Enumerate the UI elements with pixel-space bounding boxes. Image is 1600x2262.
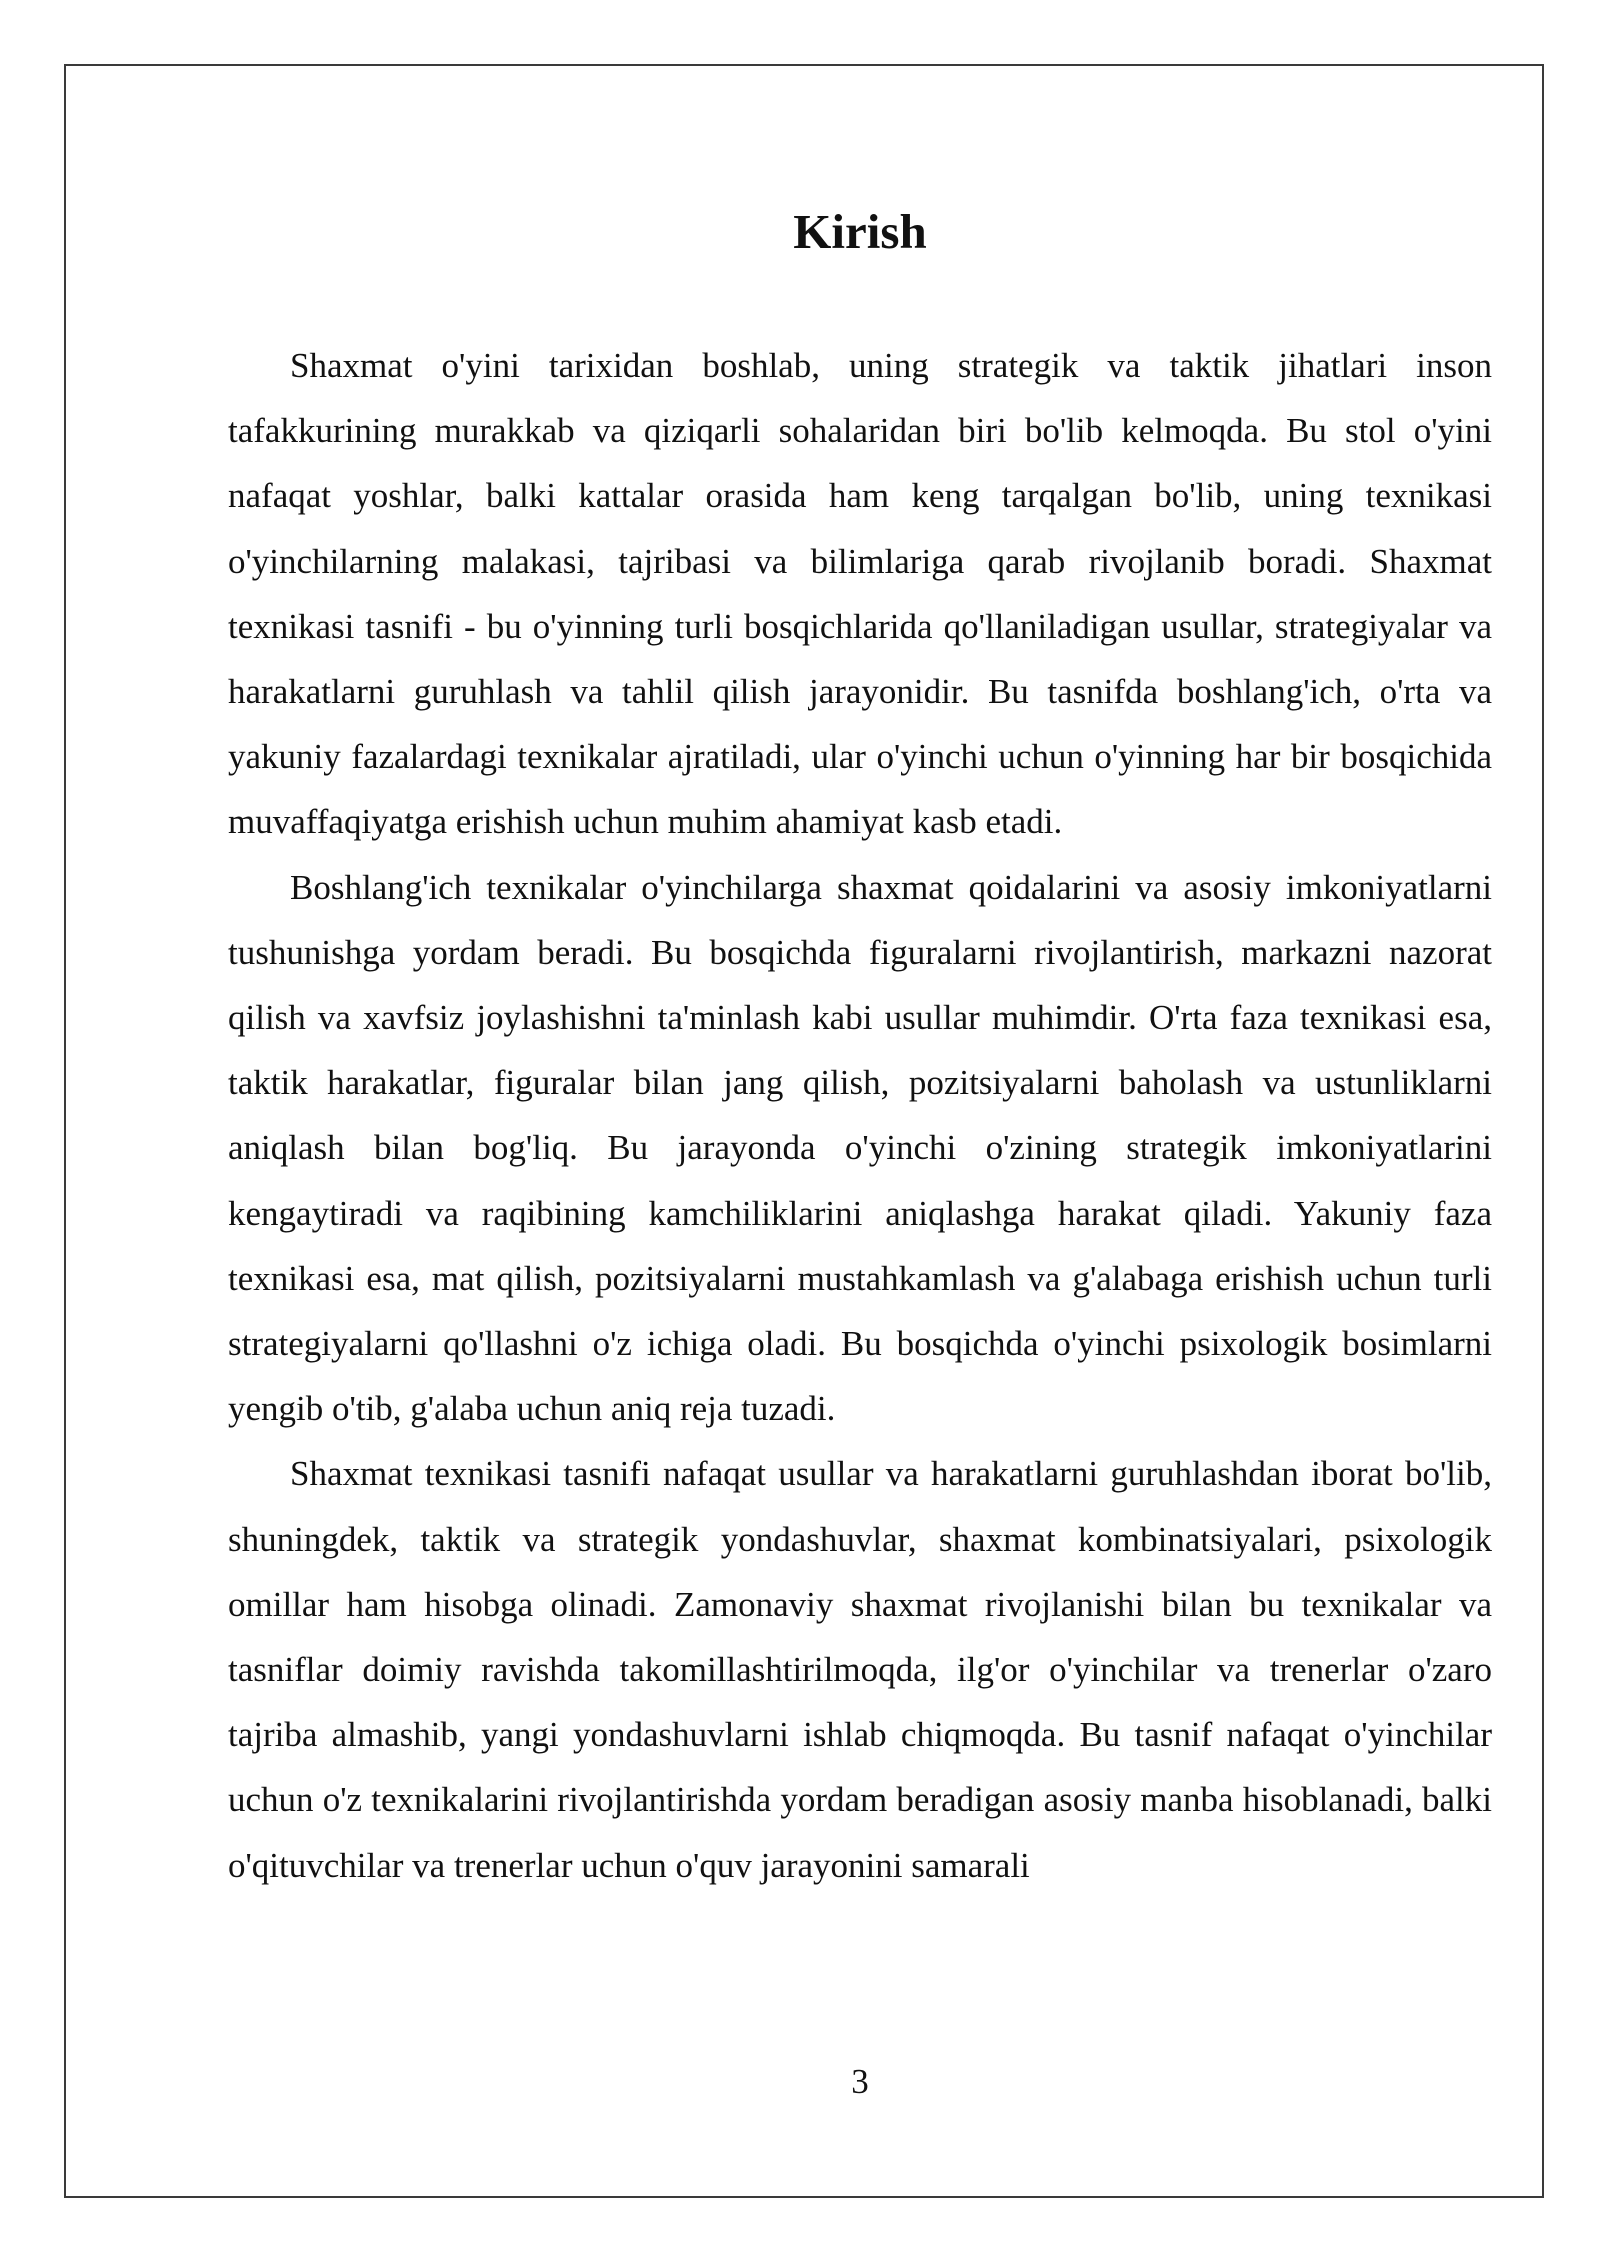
page-title: Kirish xyxy=(793,204,927,259)
body-text xyxy=(228,333,1492,1898)
paragraph: Boshlang'ich texnikalar o'yinchilarga shaxmat qoidalarini va asosiy imkoniyatlarni tushunishga yordam beradi. Bu bosqichda figuralarni rivojlantirish, markazni nazorat qilish va xavfsiz joylashishni ta'minlash kabi usullar muhimdir. O'rta faza texnikasi esa, taktik harakatlar, figuralar bilan jang qilish, pozitsiyalarni baholash va ustunliklarni aniqlash bilan bog'liq. Bu jarayonda o'yinchi o'zining strategik imkoniyatlarini kengaytiradi va raqibining kamchiliklarini aniqlashga harakat qiladi. Yakuniy faza texnikasi esa, mat qilish, pozitsiyalarni mustahkamlash va g'alabaga erishish uchun turli strategiyalarni qo'llashni o'z ichiga oladi. Bu bosqichda o'yinchi psixologik bosimlarni yengib o'tib, g'alaba uchun aniq reja tuzadi. xyxy=(228,867,1492,1429)
paragraph: Shaxmat texnikasi tasnifi nafaqat usullar va harakatlarni guruhlashdan iborat bo'lib, shuningdek, taktik va strategik yondashuvlar, shaxmat kombinatsiyalari, psixologik omillar ham hisobga olinadi. Zamonaviy shaxmat rivojlanishi bilan bu texnikalar va tasniflar doimiy ravishda takomillashtirilmoqda, ilg'or o'yinchilar va trenerlar o'zaro tajriba almashib, yangi yondashuvlarni ishlab chiqmoqda. Bu tasnif nafaqat o'yinchilar uchun o'z texnikalarini rivojlantirishda yordam beradigan asosiy manba hisoblanadi, balki o'qituvchilar va trenerlar uchun o'quv jarayonini samarali xyxy=(228,1454,1492,1885)
paragraph: Shaxmat o'yini tarixidan boshlab, uning strategik va taktik jihatlari inson tafakkurining murakkab va qiziqarli sohalaridan biri bo'lib kelmoqda. Bu stol o'yini nafaqat yoshlar, balki kattalar orasida ham keng tarqalgan bo'lib, uning texnikasi o'yinchilarning malakasi, tajribasi va bilimlariga qarab rivojlanib boradi. Shaxmat texnikasi tasnifi - bu o'yinning turli bosqichlarida qo'llaniladigan usullar, strategiyalar va harakatlarni guruhlash va tahlil qilish jarayonidir. Bu tasnifda boshlang'ich, o'rta va yakuniy fazalardagi texnikalar ajratiladi, ular o'yinchi uchun o'yinning har bir bosqichida muvaffaqiyatga erishish uchun muhim ahamiyat kasb etadi. xyxy=(228,346,1492,842)
page-number: 3 xyxy=(851,2062,869,2101)
